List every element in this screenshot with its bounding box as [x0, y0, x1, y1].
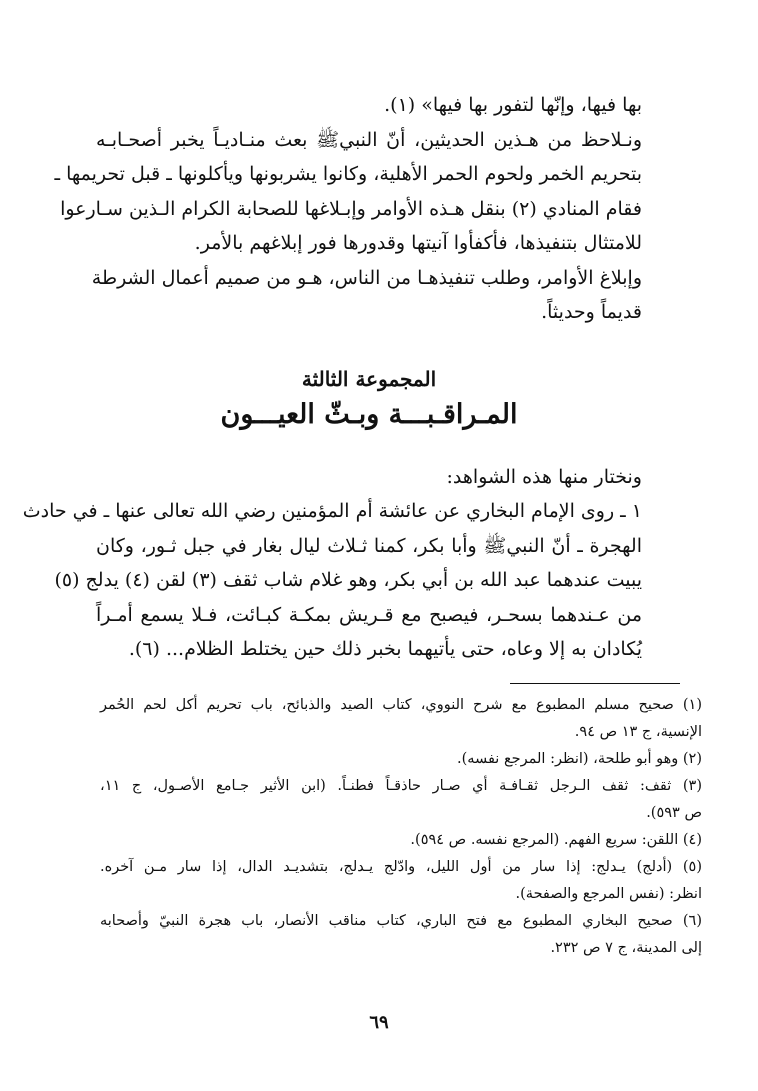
footnote-line: انظر: (نفس المرجع والصفحة). — [515, 886, 702, 902]
text-line: الهجرة ـ أنّ النبيﷺ وأبا بكر، كمنا ثـلاث ليال بغار في جبل ثـور، وكان — [96, 534, 642, 557]
text-line: يُكادان به إلا وعاه، حتى يأتيهما بخبر ذلك حين يختلط الظلام... (٦). — [128, 638, 642, 660]
text-line: قديماً وحديثاً. — [541, 301, 642, 323]
footnote-line: الإنسية، ج ١٣ ص ٩٤. — [574, 724, 702, 740]
text-line: ونختار منها هذه الشواهد: — [446, 465, 642, 488]
footnote-line: (٢) وهو أبو طلحة، (انظر: المرجع نفسه). — [457, 751, 702, 767]
footnote-line: (٥) (أدلج) يـدلج: إذا سار من أول الليل، وادّلج يـدلج، بتشديـد الدال، إذا سار مـن آخره. — [100, 859, 702, 875]
footnotes — [100, 692, 702, 962]
text-line: ١ ـ روى الإمام البخاري عن عائشة أم المؤمنين رضي الله تعالى عنها ـ في حادث — [22, 500, 642, 522]
text-line: يبيت عندهما عبد الله بن أبي بكر، وهو غلام شاب ثقف (٣) لقن (٤) يدلج (٥) — [54, 569, 642, 591]
text-line: ونـلاحظ من هـذين الحديثين، أنّ النبيﷺ بعث منـاديـاً يخبر أصحـابـه — [96, 128, 642, 151]
section-heading — [96, 364, 642, 436]
footnote-line: (٦) صحيح البخاري المطبوع مع فتح الباري، كتاب مناقب الأنصار، باب هجرة النبيّ وأصحابه — [100, 913, 702, 929]
footnote-line: (١) صحيح مسلم المطبوع مع شرح النووي، كتاب الصيد والذبائح، باب تحريم أكل لحم الحُمر — [100, 697, 702, 713]
footnote-separator — [510, 683, 680, 684]
page-number: ٦٩ — [369, 1012, 389, 1033]
footnote-line: إلى المدينة، ج ٧ ص ٢٣٢. — [550, 940, 702, 956]
footnote-line: (٤) اللقن: سريع الفهم. (المرجع نفسه. ص ٥٩٤). — [410, 832, 702, 848]
section-group-title: المجموعة الثالثة — [301, 366, 437, 391]
body-text — [22, 88, 642, 667]
text-line: بتحريم الخمر ولحوم الحمر الأهلية، وكانوا يشربونها ويأكلونها ـ قبل تحريمها ـ — [54, 163, 642, 185]
text-line: فقام المنادي (٢) بنقل هـذه الأوامر وإبـلاغها للصحابة الكرام الـذين سـارعوا — [60, 197, 642, 220]
text-line: بها فيها، وإنّها لتفور بها فيها» (١). — [384, 94, 642, 116]
footnote-line: ص ٥٩٣). — [646, 805, 702, 821]
footnote-line: (٣) ثقف: ثقف الـرجل ثقـافـة أي صـار حاذقـاً فطنـاً. (ابن الأثير جـامع الأصـول، ج ١١، — [100, 778, 702, 794]
text-line: للامتثال بتنفيذها، فأكفأوا آنيتها وقدورها فور إبلاغهم بالأمر. — [194, 232, 642, 254]
text-line: من عـندهما بسحـر، فيصبح مع قـريش بمكـة كبـائت، فـلا يسمع أمـراً — [96, 603, 642, 626]
text-line: وإبلاغ الأوامر، وطلب تنفيذهـا من الناس، هـو من صميم أعمال الشرطة — [91, 266, 642, 289]
section-title: المـراقـبـــة وبـثّ العيـــون — [220, 398, 518, 430]
